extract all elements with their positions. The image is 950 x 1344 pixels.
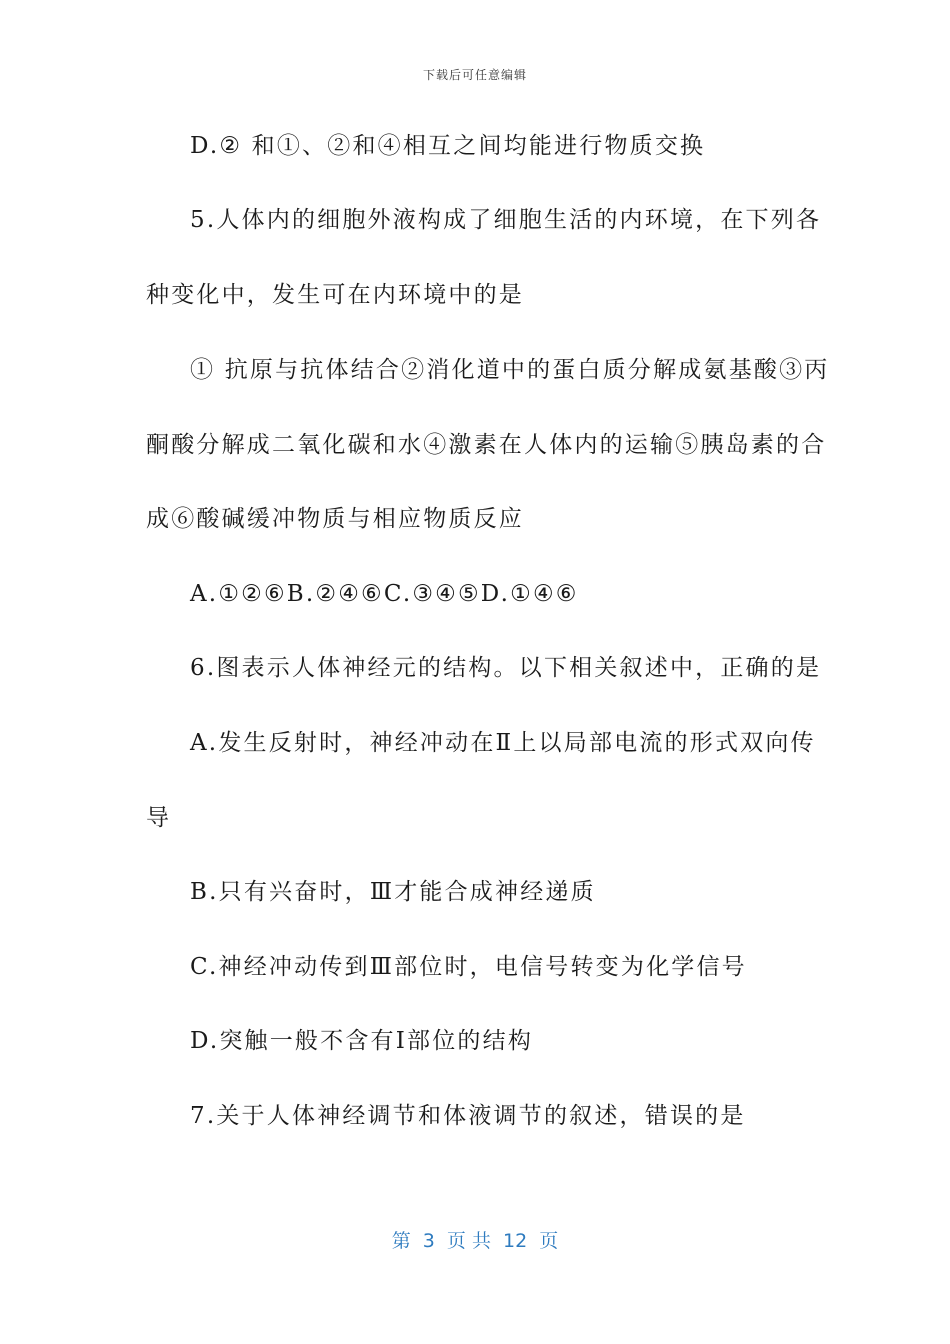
page-number-footer: 第 3 页 共 12 页 bbox=[391, 1230, 559, 1252]
question-6-option-b: B.只有兴奋时，Ⅲ才能合成神经递质 bbox=[190, 879, 596, 905]
question-5-options: A.①②⑥B.②④⑥C.③④⑤D.①④⑥ bbox=[190, 581, 579, 607]
question-6-option-a-line-2: 导 bbox=[146, 805, 172, 831]
question-6-option-a-line-1: A.发生反射时，神经冲动在Ⅱ上以局部电流的形式双向传 bbox=[190, 730, 816, 756]
question-6-option-c: C.神经冲动传到Ⅲ部位时，电信号转变为化学信号 bbox=[190, 954, 747, 980]
question-6-stem: 6.图表示人体神经元的结构。以下相关叙述中，正确的是 bbox=[190, 655, 822, 681]
question-6-option-d: D.突触一般不含有Ⅰ部位的结构 bbox=[190, 1028, 534, 1054]
question-5-items-line-3: 成⑥酸碱缓冲物质与相应物质反应 bbox=[146, 506, 524, 532]
page-header: 下载后可任意编辑 bbox=[422, 68, 527, 82]
option-d-q4: D.② 和①、②和④相互之间均能进行物质交换 bbox=[190, 133, 706, 159]
question-5-items-line-1: ① 抗原与抗体结合②消化道中的蛋白质分解成氨基酸③丙 bbox=[190, 357, 830, 383]
question-7-stem: 7.关于人体神经调节和体液调节的叙述，错误的是 bbox=[190, 1103, 746, 1129]
question-5-stem-line-2: 种变化中，发生可在内环境中的是 bbox=[146, 282, 524, 308]
question-5-items-line-2: 酮酸分解成二氧化碳和水④激素在人体内的运输⑤胰岛素的合 bbox=[146, 432, 827, 458]
question-5-stem-line-1: 5.人体内的细胞外液构成了细胞生活的内环境，在下列各 bbox=[190, 207, 822, 233]
